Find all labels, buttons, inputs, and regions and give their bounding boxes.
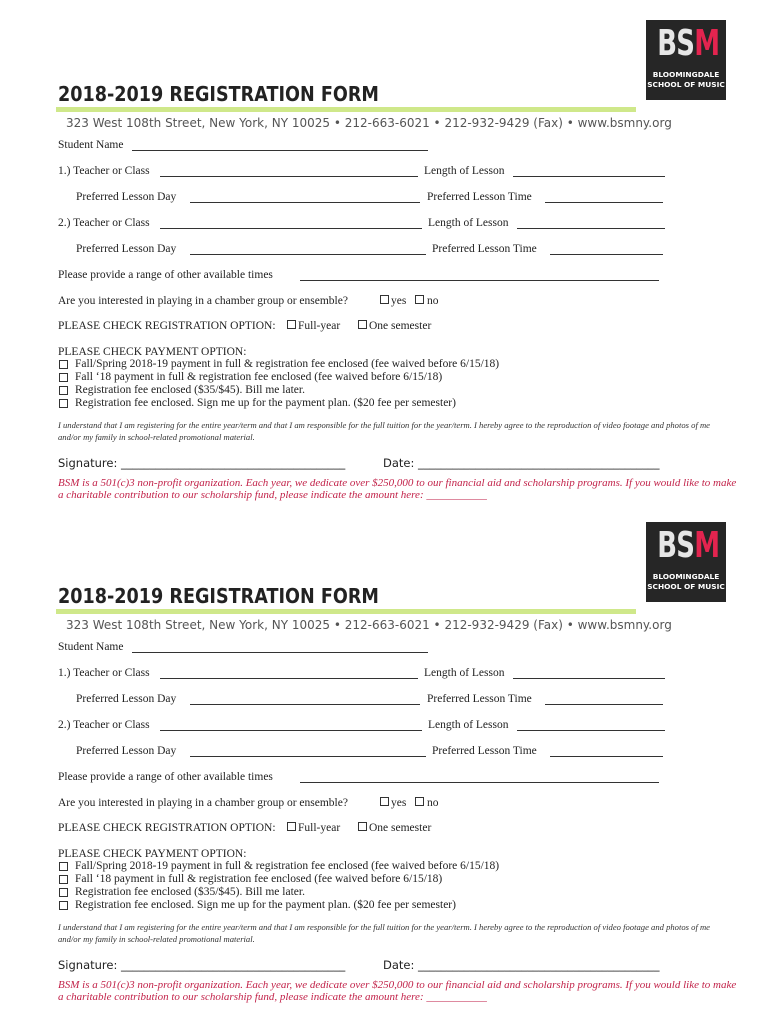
chamber-no-label: no xyxy=(427,295,439,307)
time2-field[interactable] xyxy=(550,756,663,757)
logo-letters: BS xyxy=(657,525,695,566)
payment-option-checkbox[interactable] xyxy=(59,360,68,369)
full-year-label: Full-year xyxy=(298,822,341,834)
day1-field[interactable] xyxy=(190,704,420,705)
length1-label: Length of Lesson xyxy=(424,165,505,177)
bsm-logo xyxy=(646,522,726,602)
length1-label: Length of Lesson xyxy=(424,667,505,679)
time1-label: Preferred Lesson Time xyxy=(427,693,532,705)
logo-name-line2: SCHOOL OF MUSIC xyxy=(647,80,725,89)
length2-label: Length of Lesson xyxy=(428,719,509,731)
one-semester-checkbox[interactable] xyxy=(358,320,367,329)
registration-option-label: PLEASE CHECK REGISTRATION OPTION: xyxy=(58,320,276,332)
length1-field[interactable] xyxy=(513,176,665,177)
time2-label: Preferred Lesson Time xyxy=(432,243,537,255)
day2-field[interactable] xyxy=(190,254,426,255)
chamber-no-checkbox[interactable] xyxy=(415,797,424,806)
teacher2-field[interactable] xyxy=(160,730,422,731)
full-year-label: Full-year xyxy=(298,320,341,332)
donation-note: BSM is a 501(c)3 non-profit organization. Each year, we dedicate over $250,000 to our financial aid and scholarship programs. If you would like to make a charitable contribution to our scholarship fund, please indicate the amount here: ___________ xyxy=(58,979,737,1003)
payment-option-item: Fall/Spring 2018-19 payment in full & registration fee enclosed (fee waived before 6/15/18) xyxy=(75,860,500,872)
full-year-checkbox[interactable] xyxy=(287,822,296,831)
title-rule xyxy=(56,107,636,112)
payment-option-checkbox[interactable] xyxy=(59,373,68,382)
day2-field[interactable] xyxy=(190,756,426,757)
teacher1-label: 1.) Teacher or Class xyxy=(58,165,150,177)
payment-option-checkbox[interactable] xyxy=(59,386,68,395)
logo-name-line1: BLOOMINGDALE xyxy=(652,70,720,79)
payment-option-item: Registration fee enclosed. Sign me up for the payment plan. ($20 fee per semester) xyxy=(75,397,456,409)
signature-field[interactable]: Signature: _______________________________________ xyxy=(58,456,346,470)
chamber-question: Are you interested in playing in a chamber group or ensemble? xyxy=(58,797,348,809)
registration-form xyxy=(0,502,770,1002)
teacher1-label: 1.) Teacher or Class xyxy=(58,667,150,679)
day1-label: Preferred Lesson Day xyxy=(76,693,177,705)
student-name-field[interactable] xyxy=(132,652,428,653)
payment-option-item: Registration fee enclosed ($35/$45). Bill me later. xyxy=(75,886,305,898)
teacher1-field[interactable] xyxy=(160,678,418,679)
teacher2-label: 2.) Teacher or Class xyxy=(58,719,150,731)
length2-label: Length of Lesson xyxy=(428,217,509,229)
chamber-no-label: no xyxy=(427,797,439,809)
other-times-field[interactable] xyxy=(300,280,659,281)
time1-field[interactable] xyxy=(545,202,663,203)
payment-option-item: Fall ‘18 payment in full & registration fee enclosed (fee waived before 6/15/18) xyxy=(75,371,443,383)
logo-letters: BS xyxy=(657,23,695,64)
length2-field[interactable] xyxy=(517,228,665,229)
day2-label: Preferred Lesson Day xyxy=(76,243,177,255)
logo-name-line1: BLOOMINGDALE xyxy=(652,572,720,581)
registration-option-label: PLEASE CHECK REGISTRATION OPTION: xyxy=(58,822,276,834)
chamber-no-checkbox[interactable] xyxy=(415,295,424,304)
logo-letter-m: M xyxy=(694,525,720,566)
chamber-yes-label: yes xyxy=(391,295,407,307)
date-field[interactable]: Date: __________________________________________ xyxy=(383,456,660,470)
form-title: 2018-2019 REGISTRATION FORM xyxy=(58,584,379,608)
student-name-label: Student Name xyxy=(58,139,124,151)
other-times-label: Please provide a range of other available times xyxy=(58,771,273,783)
one-semester-label: One semester xyxy=(369,822,432,834)
payment-option-checkbox[interactable] xyxy=(59,888,68,897)
teacher2-label: 2.) Teacher or Class xyxy=(58,217,150,229)
logo-name-line2: SCHOOL OF MUSIC xyxy=(647,582,725,591)
registration-form xyxy=(0,0,770,500)
length2-field[interactable] xyxy=(517,730,665,731)
time2-label: Preferred Lesson Time xyxy=(432,745,537,757)
payment-option-checkbox[interactable] xyxy=(59,875,68,884)
chamber-yes-checkbox[interactable] xyxy=(380,295,389,304)
payment-option-item: Registration fee enclosed. Sign me up for the payment plan. ($20 fee per semester) xyxy=(75,899,456,911)
day2-label: Preferred Lesson Day xyxy=(76,745,177,757)
day1-label: Preferred Lesson Day xyxy=(76,191,177,203)
payment-option-item: Fall ‘18 payment in full & registration fee enclosed (fee waived before 6/15/18) xyxy=(75,873,443,885)
time1-field[interactable] xyxy=(545,704,663,705)
teacher1-field[interactable] xyxy=(160,176,418,177)
logo-letter-m: M xyxy=(694,23,720,64)
chamber-yes-checkbox[interactable] xyxy=(380,797,389,806)
payment-option-item: Registration fee enclosed ($35/$45). Bill me later. xyxy=(75,384,305,396)
full-year-checkbox[interactable] xyxy=(287,320,296,329)
agreement-text: I understand that I am registering for the entire year/term and that I am responsible for the full tuition for the year/term. I hereby agree to the reproduction of video footage and photos of me and/or my family in school-related promotional material. xyxy=(58,420,710,442)
time1-label: Preferred Lesson Time xyxy=(427,191,532,203)
school-address: 323 West 108th Street, New York, NY 10025 • 212-663-6021 • 212-932-9429 (Fax) • www.bsmny.org xyxy=(66,116,672,130)
title-rule xyxy=(56,609,636,614)
length1-field[interactable] xyxy=(513,678,665,679)
other-times-label: Please provide a range of other available times xyxy=(58,269,273,281)
payment-option-checkbox[interactable] xyxy=(59,862,68,871)
one-semester-label: One semester xyxy=(369,320,432,332)
donation-note: BSM is a 501(c)3 non-profit organization. Each year, we dedicate over $250,000 to our financial aid and scholarship programs. If you would like to make a charitable contribution to our scholarship fund, please indicate the amount here: ___________ xyxy=(58,477,737,501)
one-semester-checkbox[interactable] xyxy=(358,822,367,831)
payment-option-label: PLEASE CHECK PAYMENT OPTION: xyxy=(58,848,247,860)
chamber-yes-label: yes xyxy=(391,797,407,809)
student-name-field[interactable] xyxy=(132,150,428,151)
payment-option-checkbox[interactable] xyxy=(59,901,68,910)
form-title: 2018-2019 REGISTRATION FORM xyxy=(58,82,379,106)
payment-option-label: PLEASE CHECK PAYMENT OPTION: xyxy=(58,346,247,358)
payment-option-item: Fall/Spring 2018-19 payment in full & registration fee enclosed (fee waived before 6/15/18) xyxy=(75,358,500,370)
signature-field[interactable]: Signature: _______________________________________ xyxy=(58,958,346,972)
school-address: 323 West 108th Street, New York, NY 10025 • 212-663-6021 • 212-932-9429 (Fax) • www.bsmny.org xyxy=(66,618,672,632)
date-field[interactable]: Date: __________________________________________ xyxy=(383,958,660,972)
teacher2-field[interactable] xyxy=(160,228,422,229)
other-times-field[interactable] xyxy=(300,782,659,783)
agreement-text: I understand that I am registering for the entire year/term and that I am responsible for the full tuition for the year/term. I hereby agree to the reproduction of video footage and photos of me and/or my family in school-related promotional material. xyxy=(58,922,710,944)
payment-option-checkbox[interactable] xyxy=(59,399,68,408)
day1-field[interactable] xyxy=(190,202,420,203)
time2-field[interactable] xyxy=(550,254,663,255)
student-name-label: Student Name xyxy=(58,641,124,653)
bsm-logo xyxy=(646,20,726,100)
chamber-question: Are you interested in playing in a chamber group or ensemble? xyxy=(58,295,348,307)
